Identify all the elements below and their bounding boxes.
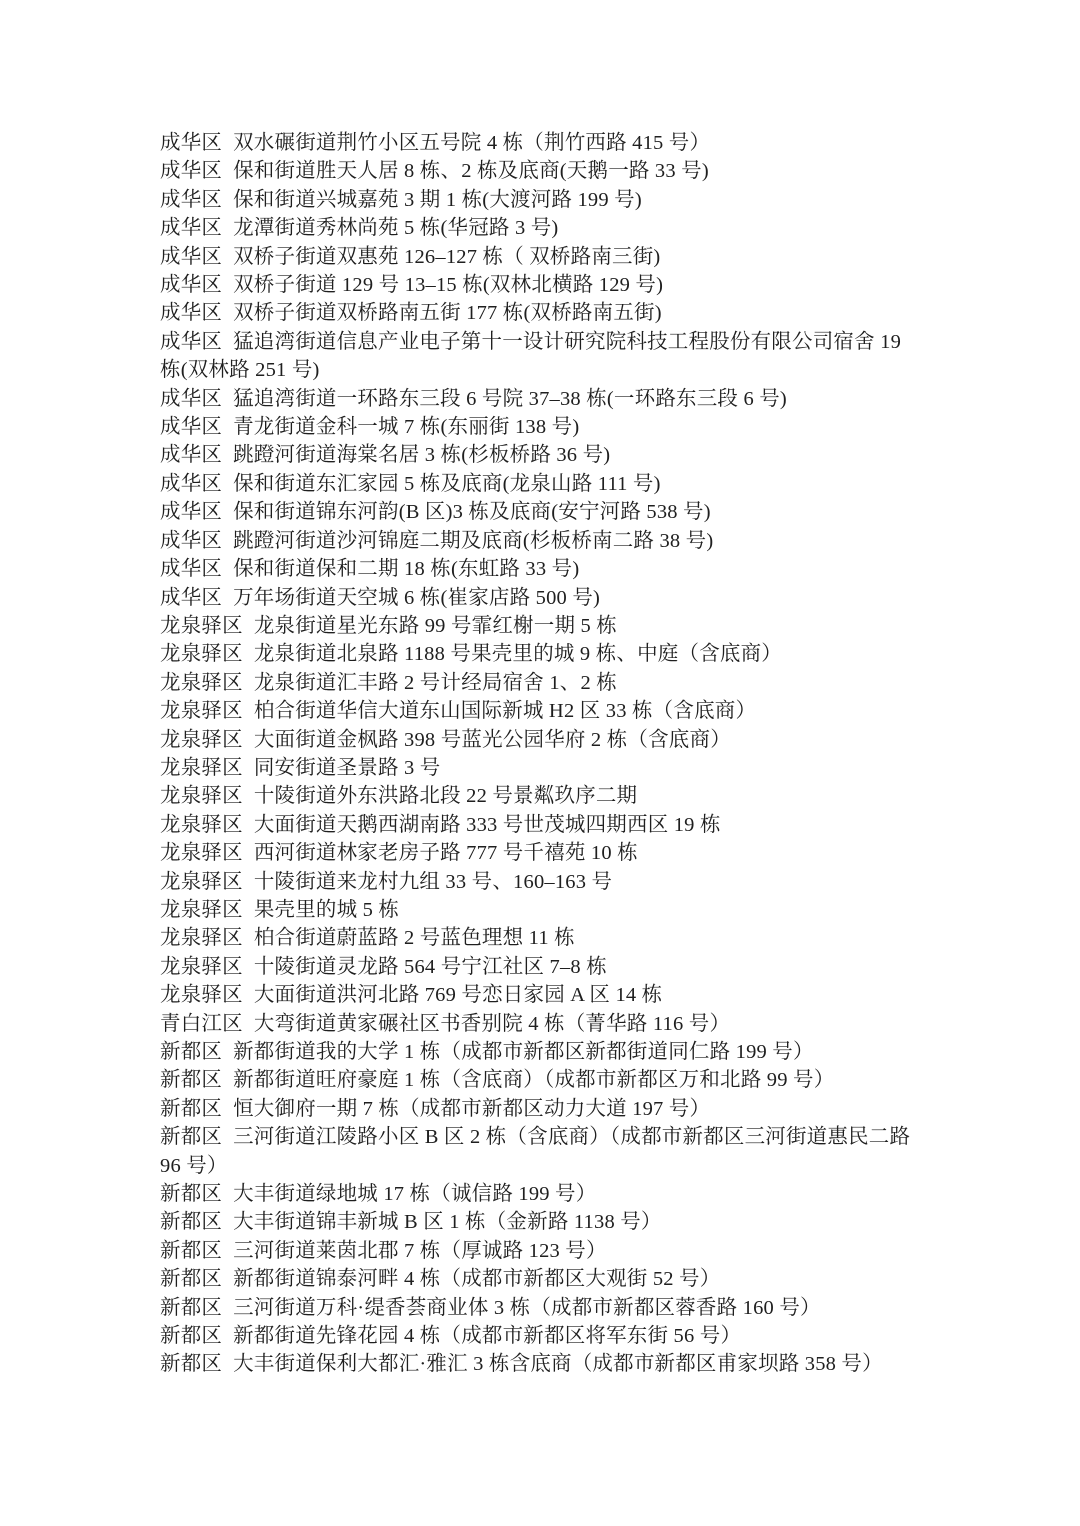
entry-detail: 龙泉街道汇丰路 2 号计经局宿舍 1、2 栋 [253, 671, 617, 694]
district-label: 新都区 [160, 1268, 223, 1291]
entry-detail: 保和街道胜天人居 8 栋、2 栋及底商(天鹅一路 33 号) [233, 160, 709, 183]
district-label: 成华区 [160, 416, 223, 439]
list-entry [160, 1208, 922, 1236]
entry-detail: 西河街道林家老房子路 777 号千禧苑 10 栋 [253, 842, 638, 865]
district-label: 新都区 [160, 1211, 223, 1234]
district-label: 龙泉驿区 [160, 700, 243, 723]
district-label: 龙泉驿区 [160, 614, 243, 637]
entry-detail: 大丰街道锦丰新城 B 区 1 栋（金新路 1138 号） [233, 1211, 662, 1234]
district-label: 龙泉驿区 [160, 898, 243, 921]
entry-detail: 青龙街道金科一城 7 栋(东丽街 138 号) [233, 416, 580, 439]
district-label: 龙泉驿区 [160, 671, 243, 694]
list-entry [160, 299, 922, 327]
list-entry [160, 1010, 922, 1038]
list-entry [160, 498, 922, 526]
district-label: 成华区 [160, 245, 223, 268]
district-label: 龙泉驿区 [160, 785, 243, 808]
district-label: 成华区 [160, 217, 223, 240]
entry-detail: 保和街道保和二期 18 栋(东虹路 33 号) [233, 558, 580, 581]
entry-detail: 大面街道洪河北路 769 号恋日家园 A 区 14 栋 [253, 984, 663, 1007]
district-label: 龙泉驿区 [160, 870, 243, 893]
district-label: 成华区 [160, 330, 223, 353]
list-entry [160, 271, 922, 299]
list-entry [160, 1066, 922, 1094]
list-entry [160, 413, 922, 441]
list-entry [160, 1123, 922, 1180]
entry-detail: 大面街道金枫路 398 号蓝光公园华府 2 栋（含底商） [253, 728, 731, 751]
district-label: 新都区 [160, 1041, 223, 1063]
entry-detail: 十陵街道灵龙路 564 号宁江社区 7–8 栋 [253, 955, 607, 978]
district-label: 龙泉驿区 [160, 728, 243, 751]
list-entry [160, 328, 922, 385]
list-entry [160, 726, 922, 754]
list-entry [160, 157, 922, 185]
list-entry [160, 669, 922, 697]
entry-detail: 大面街道天鹅西湖南路 333 号世茂城四期西区 19 栋 [253, 813, 721, 836]
entry-detail: 双桥子街道双惠苑 126–127 栋（ 双桥路南三街) [233, 245, 661, 268]
entry-detail: 双水碾街道荆竹小区五号院 4 栋（荆竹西路 415 号） [233, 132, 711, 154]
district-label: 新都区 [160, 1069, 223, 1092]
list-entry [160, 527, 922, 555]
list-entry [160, 555, 922, 583]
entry-detail: 新都街道我的大学 1 栋（成都市新都区新都街道同仁路 199 号） [233, 1041, 814, 1063]
entry-detail: 龙泉街道星光东路 99 号霏红榭一期 5 栋 [253, 614, 617, 637]
list-entry [160, 214, 922, 242]
list-entry [160, 1294, 922, 1322]
entry-detail: 恒大御府一期 7 栋（成都市新都区动力大道 197 号） [233, 1097, 711, 1120]
district-label: 新都区 [160, 1126, 223, 1149]
entry-detail: 大丰街道保利大都汇·雅汇 3 栋含底商（成都市新都区甫家坝路 358 号） [233, 1353, 883, 1376]
district-label: 成华区 [160, 160, 223, 183]
entry-detail: 龙泉街道北泉路 1188 号果壳里的城 9 栋、中庭（含底商） [253, 643, 783, 666]
entry-detail: 大弯街道黄家碾社区书香别院 4 栋（菁华路 116 号） [253, 1012, 731, 1035]
list-entry [160, 1350, 922, 1378]
list-entry [160, 839, 922, 867]
district-label: 龙泉驿区 [160, 756, 243, 779]
district-label: 龙泉驿区 [160, 955, 243, 978]
district-label: 龙泉驿区 [160, 643, 243, 666]
entry-detail: 同安街道圣景路 3 号 [253, 756, 441, 779]
list-entry [160, 612, 922, 640]
district-label: 龙泉驿区 [160, 927, 243, 950]
district-label: 新都区 [160, 1353, 223, 1376]
entry-detail: 三河街道江陵路小区 B 区 2 栋（含底商）（成都市新都区三河街道惠民二路 96 号） [160, 1126, 911, 1177]
entry-detail: 新都街道锦泰河畔 4 栋（成都市新都区大观街 52 号） [233, 1268, 721, 1291]
entry-detail: 新都街道旺府豪庭 1 栋（含底商）（成都市新都区万和北路 99 号） [233, 1069, 835, 1092]
entry-detail: 保和街道东汇家园 5 栋及底商(龙泉山路 111 号) [233, 472, 661, 495]
entry-detail: 万年场街道天空城 6 栋(崔家店路 500 号) [233, 586, 601, 609]
district-label: 成华区 [160, 444, 223, 467]
list-entry [160, 441, 922, 469]
list-entry [160, 868, 922, 896]
entry-detail: 三河街道万科·缇香荟商业体 3 栋（成都市新都区蓉香路 160 号） [233, 1296, 821, 1319]
building-list [160, 129, 922, 1379]
list-entry [160, 385, 922, 413]
district-label: 成华区 [160, 387, 223, 410]
entry-detail: 十陵街道来龙村九组 33 号、160–163 号 [253, 870, 613, 893]
list-entry [160, 640, 922, 668]
district-label: 新都区 [160, 1097, 223, 1120]
district-label: 成华区 [160, 558, 223, 581]
entry-detail: 十陵街道外东洪路北段 22 号景粼玖序二期 [253, 785, 638, 808]
list-entry [160, 186, 922, 214]
list-entry [160, 953, 922, 981]
entry-detail: 柏合街道蔚蓝路 2 号蓝色理想 11 栋 [253, 927, 575, 950]
list-entry [160, 1265, 922, 1293]
district-label: 龙泉驿区 [160, 813, 243, 836]
list-entry [160, 981, 922, 1009]
list-entry [160, 754, 922, 782]
list-entry [160, 697, 922, 725]
entry-detail: 猛追湾街道一环路东三段 6 号院 37–38 栋(一环路东三段 6 号) [233, 387, 787, 410]
list-entry [160, 243, 922, 271]
entry-detail: 跳蹬河街道海棠名居 3 栋(杉板桥路 36 号) [233, 444, 611, 467]
district-label: 成华区 [160, 472, 223, 495]
district-label: 成华区 [160, 586, 223, 609]
district-label: 龙泉驿区 [160, 984, 243, 1007]
list-entry [160, 1038, 922, 1066]
district-label: 新都区 [160, 1183, 223, 1206]
district-label: 新都区 [160, 1325, 223, 1348]
entry-detail: 跳蹬河街道沙河锦庭二期及底商(杉板桥南二路 38 号) [233, 529, 714, 552]
entry-detail: 柏合街道华信大道东山国际新城 H2 区 33 栋（含底商） [253, 700, 757, 723]
district-label: 龙泉驿区 [160, 842, 243, 865]
list-entry [160, 584, 922, 612]
entry-detail: 双桥子街道 129 号 13–15 栋(双林北横路 129 号) [233, 274, 664, 297]
list-entry [160, 811, 922, 839]
list-entry [160, 470, 922, 498]
entry-detail: 新都街道先锋花园 4 栋（成都市新都区将军东街 56 号） [233, 1325, 742, 1348]
district-label: 成华区 [160, 188, 223, 211]
list-entry [160, 782, 922, 810]
district-label: 成华区 [160, 132, 223, 154]
district-label: 新都区 [160, 1296, 223, 1319]
entry-detail: 龙潭街道秀林尚苑 5 栋(华冠路 3 号) [233, 217, 559, 240]
district-label: 成华区 [160, 302, 223, 325]
entry-detail: 保和街道兴城嘉苑 3 期 1 栋(大渡河路 199 号) [233, 188, 642, 211]
entry-detail: 大丰街道绿地城 17 栋（诚信路 199 号） [233, 1183, 597, 1206]
list-entry [160, 924, 922, 952]
district-label: 成华区 [160, 274, 223, 297]
list-entry [160, 1180, 922, 1208]
entry-detail: 果壳里的城 5 栋 [253, 898, 400, 921]
entry-detail: 双桥子街道双桥路南五街 177 栋(双桥路南五街) [233, 302, 662, 325]
entry-detail: 三河街道莱茵北郡 7 栋（厚诚路 123 号） [233, 1239, 607, 1262]
list-entry [160, 1322, 922, 1350]
list-entry [160, 1095, 922, 1123]
district-label: 青白江区 [160, 1012, 243, 1035]
district-label: 成华区 [160, 529, 223, 552]
district-label: 成华区 [160, 501, 223, 524]
list-entry [160, 896, 922, 924]
entry-detail: 猛追湾街道信息产业电子第十一设计研究院科技工程股份有限公司宿舍 19 栋(双林路 251 号) [160, 330, 902, 382]
list-entry [160, 1237, 922, 1265]
entry-detail: 保和街道锦东河韵(B 区)3 栋及底商(安宁河路 538 号) [233, 501, 711, 524]
district-label: 新都区 [160, 1239, 223, 1262]
list-entry [160, 129, 922, 157]
